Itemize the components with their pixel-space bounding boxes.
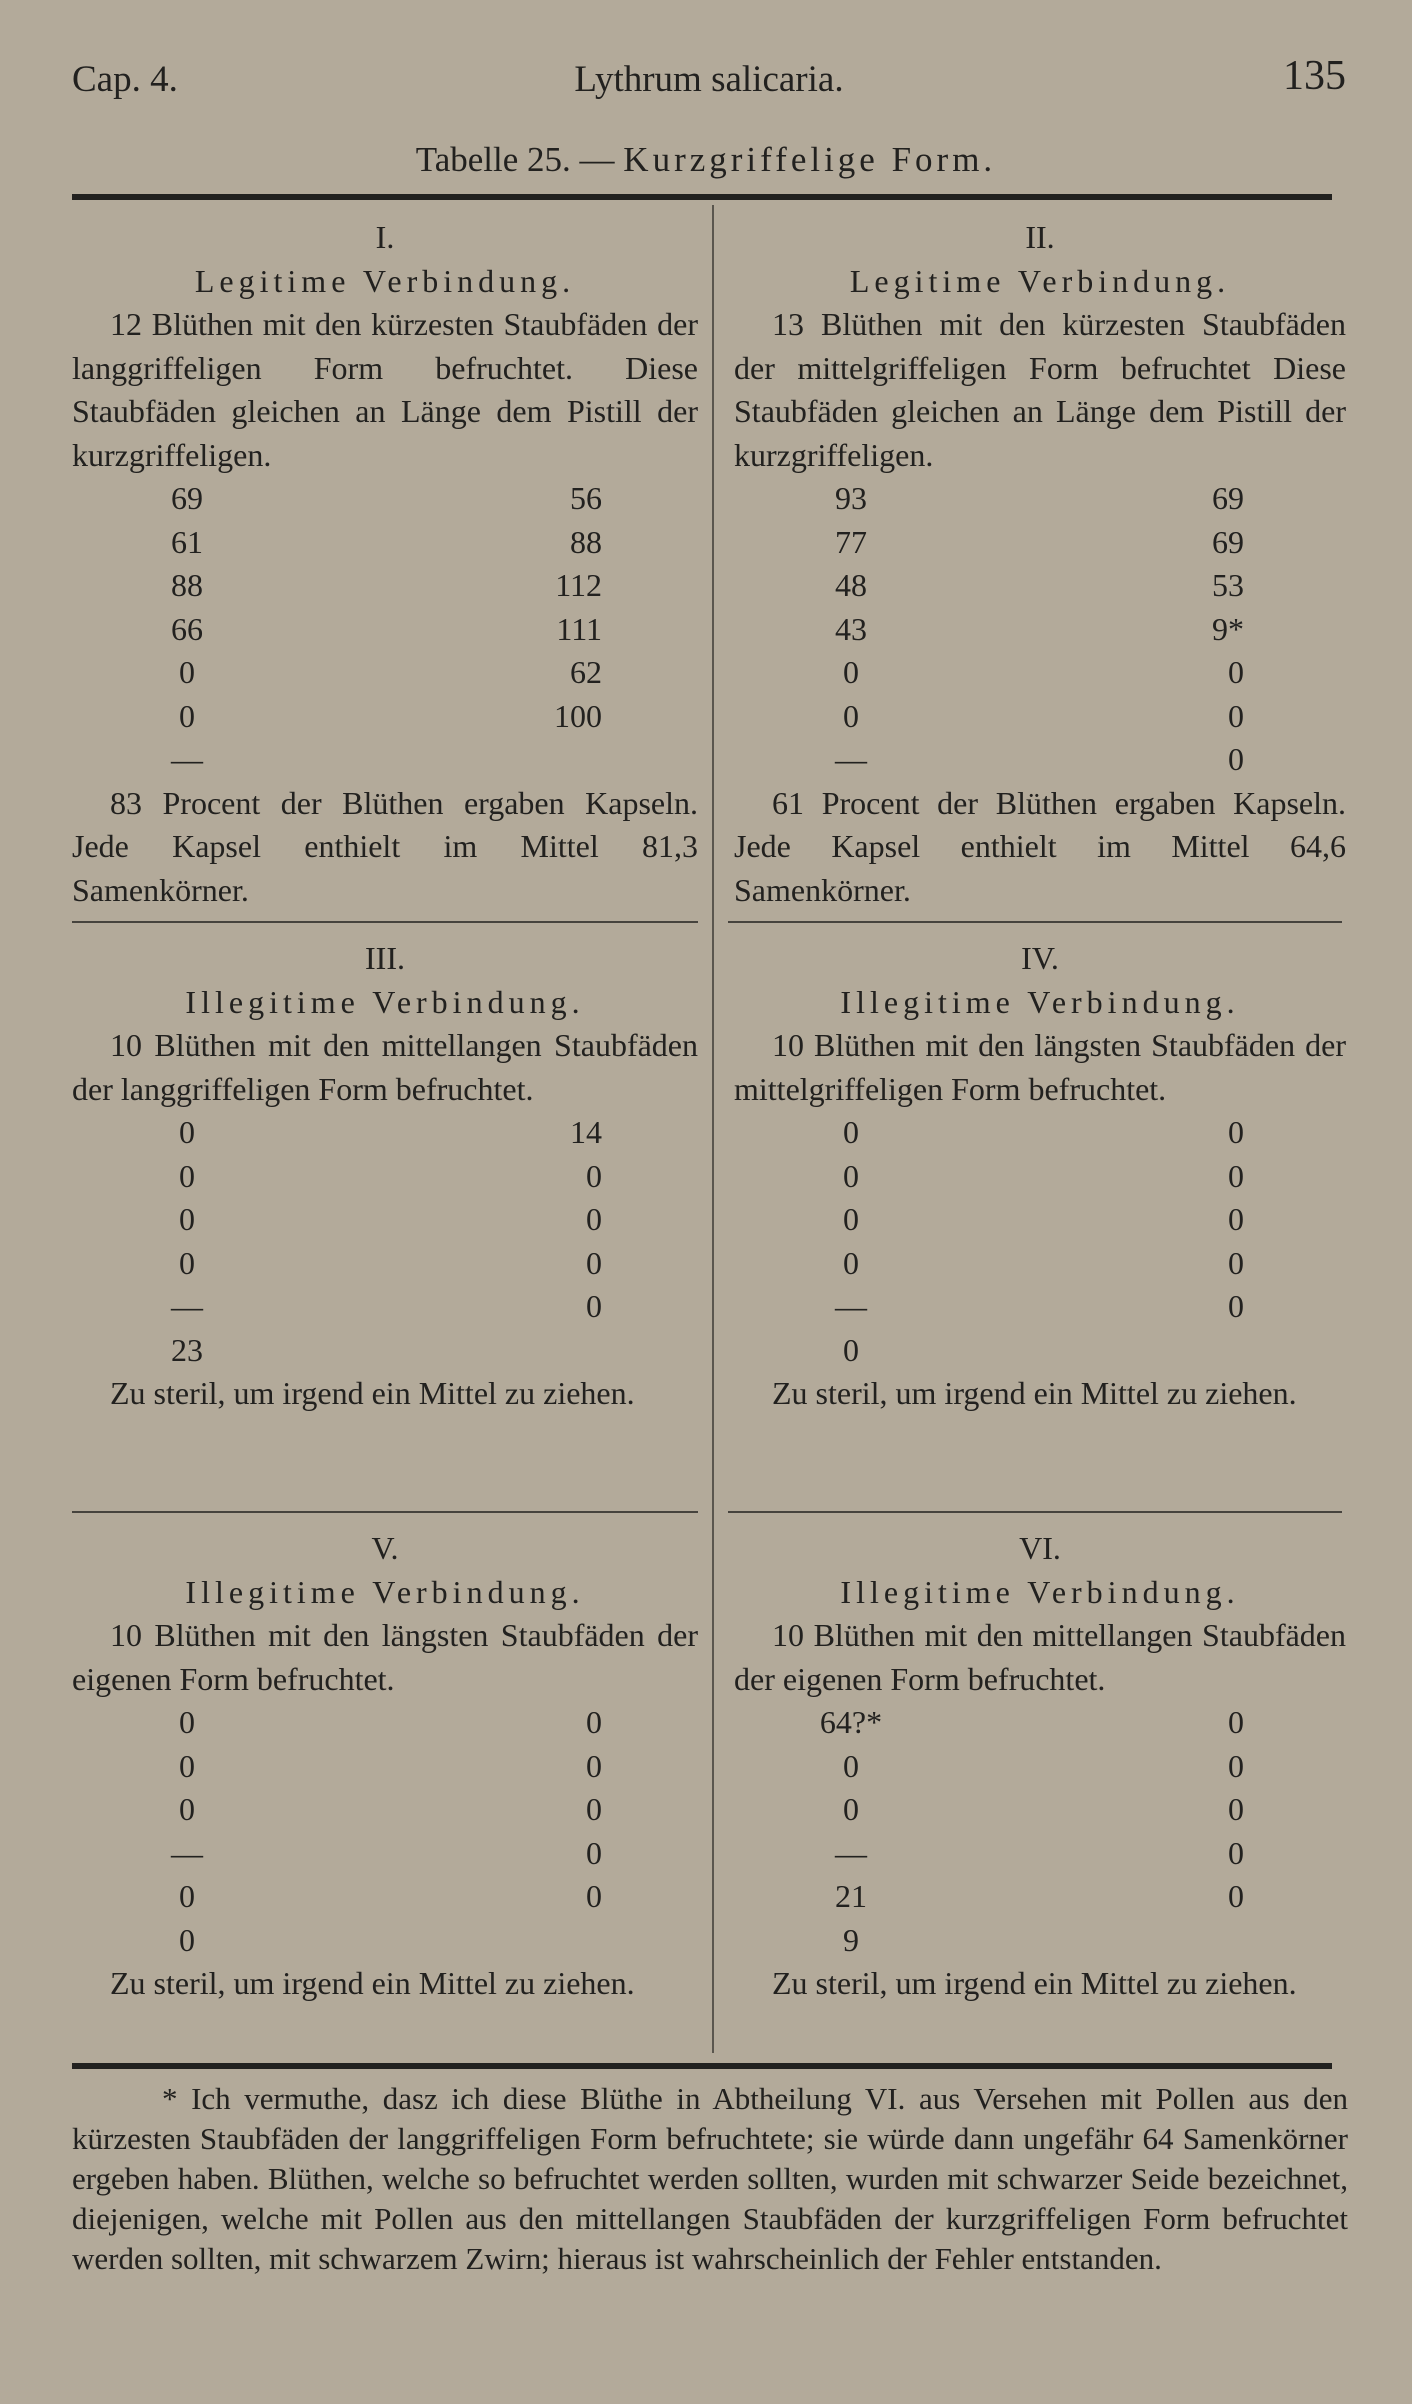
count-b: 0 <box>1228 741 1244 777</box>
section-description: 13 Blüthen mit den kürzesten Staubfäden der mittelgriffeligen Form befruchtet Diese Staubfäden gleichen an Länge dem Pistill der kurzgriffeligen. <box>734 306 1346 473</box>
count-b: 0 <box>1228 1288 1244 1324</box>
data-row <box>734 1832 1346 1876</box>
row-divider-right-2 <box>728 1511 1342 1513</box>
count-a: 69 <box>171 480 203 516</box>
section-5 <box>72 1527 698 2006</box>
data-row <box>72 1832 698 1876</box>
count-b: 88 <box>570 523 602 560</box>
section-kind: Illegitime Verbindung. <box>185 983 585 1020</box>
count-a: 64?* <box>819 1704 883 1740</box>
footnote: * Ich vermuthe, dasz ich diese Blüthe in Abtheilung VI. aus Versehen mit Pollen aus den kürzesten Staubfäden der langgriffeligen Form befruchtete; sie würde dann ungefähr 64 Samenkörner ergeben haben. Blüthen, welche so befruchtet werden sollten, wurden mit schwarzer Seide bezeichnet, diejenigen, welche mit Pollen aus den mittellangen Staubfäden der kurzgriffeligen Form befruchtet werden sollten, mit schwarzem Zwirn; hieraus ist wahrscheinlich der Fehler entstanden. <box>72 2081 1348 2276</box>
count-a: — <box>171 741 203 777</box>
data-row <box>72 695 698 739</box>
table-label: Tabelle 25. — <box>415 140 615 179</box>
count-a: 0 <box>843 1791 859 1827</box>
count-a: 0 <box>843 1331 859 1368</box>
section-kind: Illegitime Verbindung. <box>185 1573 585 1610</box>
count-b: 0 <box>1228 697 1244 734</box>
data-row <box>72 1919 698 1963</box>
data-row <box>72 564 698 608</box>
count-a: — <box>171 1834 203 1871</box>
count-b: 0 <box>1228 1704 1244 1740</box>
count-b: 112 <box>555 567 602 603</box>
count-b: 53 <box>1212 567 1244 603</box>
count-a: 0 <box>179 1704 195 1740</box>
seed-counts <box>72 1701 698 1962</box>
data-row <box>72 1875 698 1919</box>
data-row <box>734 1155 1346 1199</box>
data-row <box>734 564 1346 608</box>
count-a: 0 <box>179 1157 195 1194</box>
row-divider-right-1 <box>728 921 1342 923</box>
count-a: 0 <box>179 697 195 734</box>
count-a: — <box>835 1288 867 1324</box>
count-a: 0 <box>843 1201 859 1237</box>
column-divider <box>712 205 714 2053</box>
count-b: 0 <box>1228 1157 1244 1194</box>
running-title: Lythrum salicaria. <box>574 59 844 100</box>
count-a: 0 <box>179 1791 195 1827</box>
count-b: 69 <box>1212 480 1244 516</box>
section-description: 10 Blüthen mit den längsten Staubfäden der mittelgriffeligen Form befruchtet. <box>734 1027 1346 1107</box>
section-description: 10 Blüthen mit den mittellangen Staubfäden der eigenen Form befruchtet. <box>734 1617 1346 1697</box>
count-b: 0 <box>586 1791 602 1827</box>
count-a: 0 <box>843 1157 859 1194</box>
data-row <box>72 1745 698 1789</box>
table-bottom-rule <box>72 2063 1332 2069</box>
data-row <box>72 1198 698 1242</box>
section-description: 10 Blüthen mit den mittellangen Staubfäden der langgriffeligen Form befruchtet. <box>72 1027 698 1107</box>
data-row <box>72 738 698 782</box>
data-row <box>72 608 698 652</box>
running-head <box>72 52 1346 102</box>
data-row <box>72 1155 698 1199</box>
count-b: 0 <box>1228 1114 1244 1150</box>
count-b: 0 <box>586 1157 602 1194</box>
section-summary: 83 Procent der Blüthen ergaben Kapseln. Jede Kapsel enthielt im Mittel 81,3 Samenkörner. <box>72 784 698 908</box>
data-row <box>734 1745 1346 1789</box>
section-kind: Illegitime Verbindung. <box>840 1573 1240 1610</box>
count-b: 0 <box>586 1704 602 1740</box>
count-b: 0 <box>586 1747 602 1784</box>
count-b: 14 <box>570 1114 602 1150</box>
seed-counts <box>72 1111 698 1372</box>
section-description: 12 Blüthen mit den kürzesten Staubfäden der langgriffeligen Form befruchtet. Diese Staubfäden gleichen an Länge dem Pistill der kurzgriffeligen. <box>72 306 698 473</box>
seed-counts <box>734 1701 1346 1962</box>
count-b: 0 <box>1228 1747 1244 1784</box>
count-b: 0 <box>1228 1244 1244 1281</box>
count-a: 0 <box>843 1114 859 1150</box>
count-a: — <box>835 741 867 777</box>
count-b: 0 <box>586 1244 602 1281</box>
table-subtitle: Kurzgriffelige Form. <box>623 140 997 179</box>
count-a: 0 <box>179 654 195 690</box>
data-row <box>734 477 1346 521</box>
section-numeral: III. <box>365 940 405 976</box>
count-a: 0 <box>179 1921 195 1958</box>
count-a: 0 <box>843 1747 859 1784</box>
count-b: 62 <box>570 654 602 690</box>
data-row <box>72 1242 698 1286</box>
table-caption <box>0 140 1412 180</box>
count-a: 77 <box>835 523 867 560</box>
section-3 <box>72 937 698 1416</box>
count-b: 0 <box>1228 1791 1244 1827</box>
section-description: 10 Blüthen mit den längsten Staubfäden der eigenen Form befruchtet. <box>72 1617 698 1697</box>
count-b: 0 <box>1228 1878 1244 1914</box>
section-6 <box>734 1527 1346 2006</box>
data-row <box>72 1788 698 1832</box>
section-numeral: II. <box>1025 219 1055 255</box>
count-a: 23 <box>171 1331 203 1368</box>
section-numeral: VI. <box>1019 1530 1061 1566</box>
count-b: 0 <box>586 1201 602 1237</box>
data-row <box>734 1111 1346 1155</box>
data-row <box>734 1788 1346 1832</box>
data-row <box>734 695 1346 739</box>
count-b: 69 <box>1212 523 1244 560</box>
section-summary: Zu steril, um irgend ein Mittel zu ziehen. <box>772 1375 1297 1411</box>
table-top-rule <box>72 194 1332 200</box>
count-b: 0 <box>586 1288 602 1324</box>
section-summary: 61 Procent der Blüthen ergaben Kapseln. Jede Kapsel enthielt im Mittel 64,6 Samenkörner. <box>734 784 1346 908</box>
count-a: 0 <box>179 1244 195 1281</box>
count-b: 0 <box>586 1834 602 1871</box>
data-row <box>72 1285 698 1329</box>
count-b: 0 <box>1228 1201 1244 1237</box>
page-number: 135 <box>1283 53 1346 99</box>
count-b: 56 <box>570 480 602 516</box>
data-row <box>72 1111 698 1155</box>
count-a: 93 <box>835 480 867 516</box>
count-a: 9 <box>843 1921 859 1958</box>
count-a: 66 <box>171 610 203 647</box>
count-a: 0 <box>179 1747 195 1784</box>
count-a: 0 <box>843 654 859 690</box>
data-row <box>734 521 1346 565</box>
row-divider-left-2 <box>72 1511 698 1513</box>
data-row <box>734 1919 1346 1963</box>
section-4 <box>734 937 1346 1416</box>
count-a: 48 <box>835 567 867 603</box>
seed-counts <box>72 477 698 782</box>
count-b: 9* <box>1212 610 1244 647</box>
section-kind: Legitime Verbindung. <box>194 262 576 299</box>
section-kind: Legitime Verbindung. <box>849 262 1231 299</box>
section-2 <box>734 216 1346 912</box>
seed-counts <box>734 477 1346 782</box>
count-a: 0 <box>179 1878 195 1914</box>
section-kind: Illegitime Verbindung. <box>840 983 1240 1020</box>
data-row <box>734 1875 1346 1919</box>
section-summary: Zu steril, um irgend ein Mittel zu ziehen. <box>110 1965 635 2001</box>
count-a: 43 <box>835 610 867 647</box>
data-row <box>734 738 1346 782</box>
section-numeral: V. <box>371 1530 399 1566</box>
row-divider-left-1 <box>72 921 698 923</box>
count-b: 0 <box>1228 1834 1244 1871</box>
count-b: 0 <box>586 1878 602 1914</box>
section-summary: Zu steril, um irgend ein Mittel zu ziehen. <box>110 1375 635 1411</box>
data-row <box>734 608 1346 652</box>
count-a: — <box>835 1834 867 1871</box>
data-row <box>72 1329 698 1373</box>
chapter-label: Cap. 4. <box>72 59 178 100</box>
section-numeral: IV. <box>1021 940 1059 976</box>
data-row <box>72 1701 698 1745</box>
section-numeral: I. <box>375 219 395 255</box>
data-row <box>734 1285 1346 1329</box>
count-a: 21 <box>835 1878 867 1914</box>
data-row <box>734 1701 1346 1745</box>
count-a: 0 <box>179 1114 195 1150</box>
count-a: 0 <box>843 697 859 734</box>
count-a: 0 <box>843 1244 859 1281</box>
count-a: 88 <box>171 567 203 603</box>
section-summary: Zu steril, um irgend ein Mittel zu ziehen. <box>772 1965 1297 2001</box>
count-a: — <box>171 1288 203 1324</box>
data-row <box>734 1329 1346 1373</box>
data-row <box>72 651 698 695</box>
count-a: 0 <box>179 1201 195 1237</box>
data-row <box>734 651 1346 695</box>
data-row <box>734 1242 1346 1286</box>
section-1 <box>72 216 698 912</box>
data-row <box>72 477 698 521</box>
count-b: 111 <box>556 610 602 647</box>
seed-counts <box>734 1111 1346 1372</box>
data-row <box>734 1198 1346 1242</box>
data-row <box>72 521 698 565</box>
count-b: 0 <box>1228 654 1244 690</box>
count-a: 61 <box>171 523 203 560</box>
count-b: 100 <box>554 697 602 734</box>
